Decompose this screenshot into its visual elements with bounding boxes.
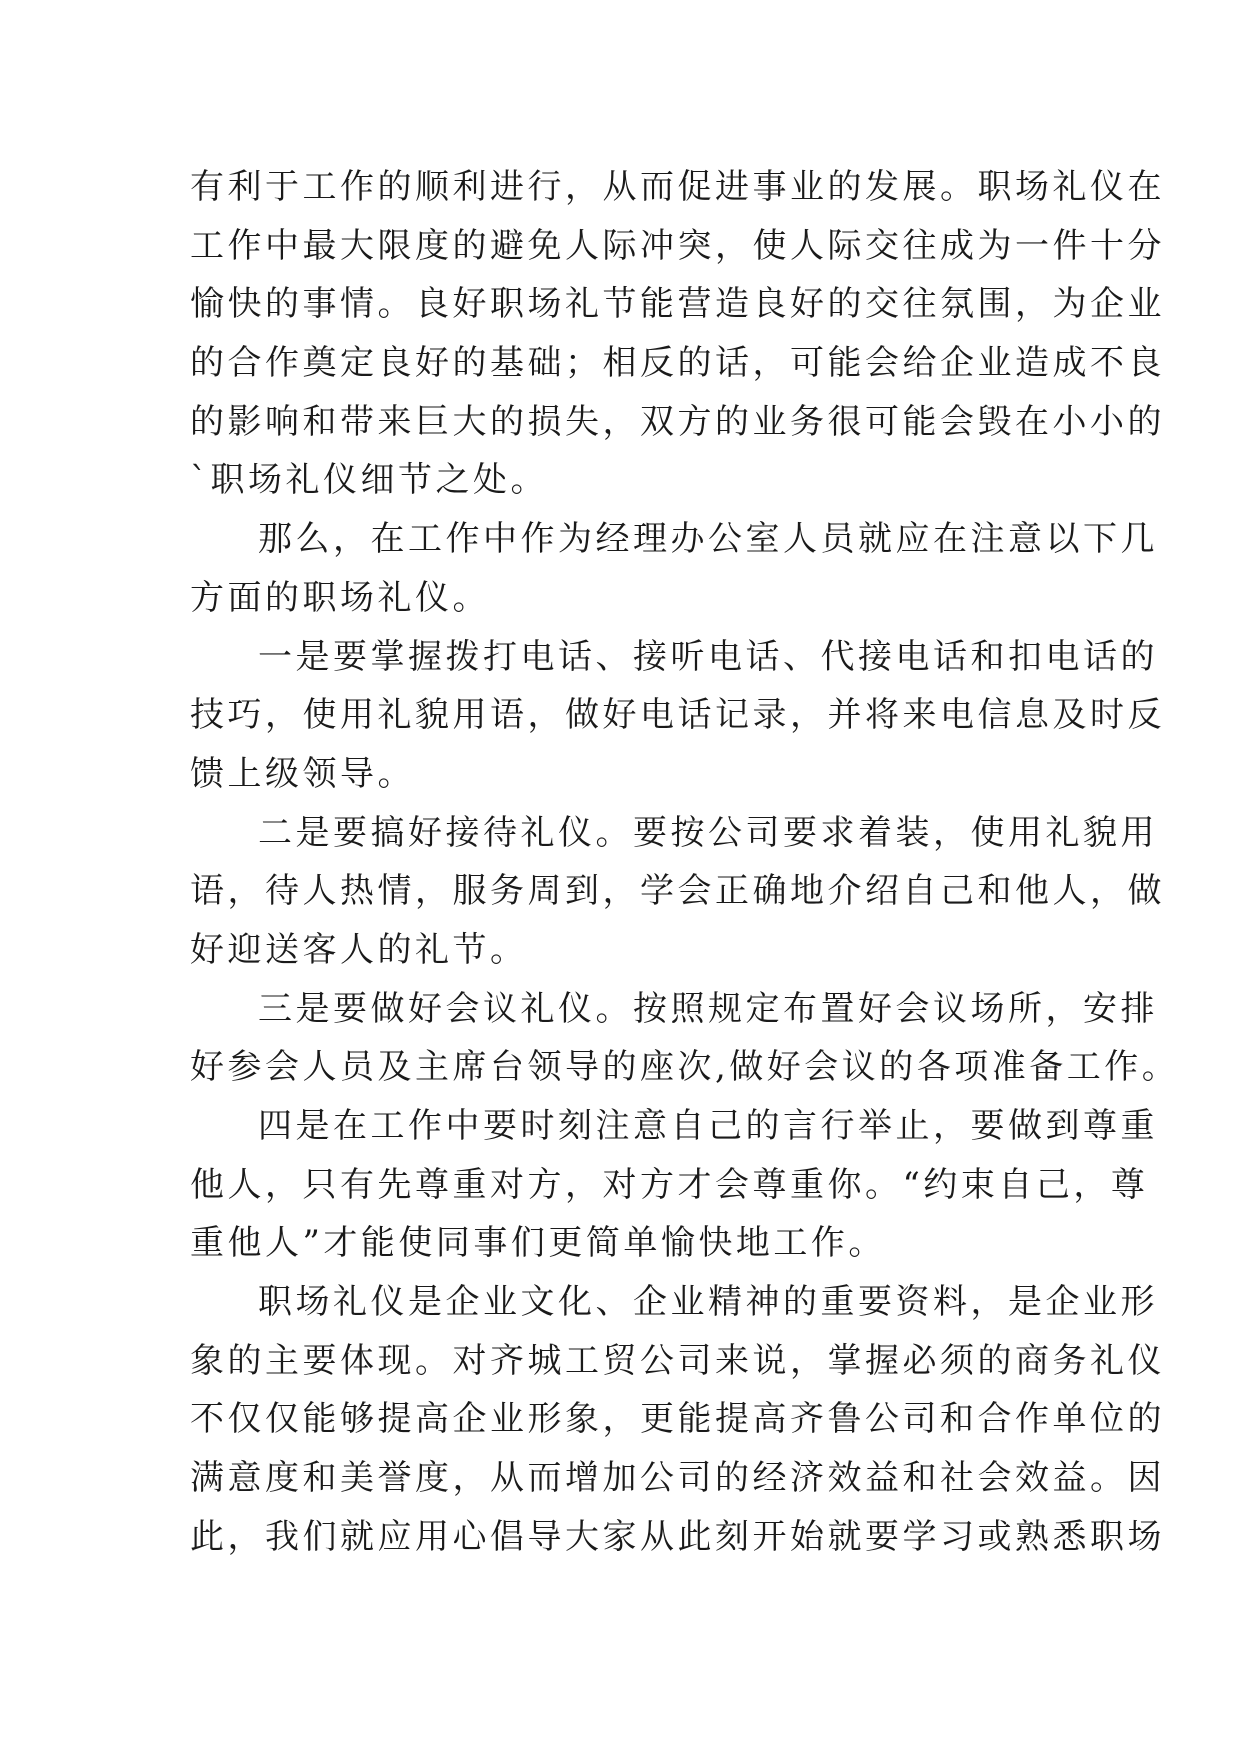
text-line: 馈上级领导。 — [190, 753, 415, 794]
text-line: 重他人”才能使同事们更简单愉快地工作。 — [190, 1223, 886, 1264]
text-line: 象的主要体现。对齐城工贸公司来说，掌握必须的商务礼仪 — [190, 1340, 1165, 1381]
paragraph-start-line: 那么，在工作中作为经理办公室人员就应在注意以下几 — [258, 519, 1158, 560]
paragraph-start-line: 四是在工作中要时刻注意自己的言行举止，要做到尊重 — [258, 1106, 1158, 1146]
text-line: 的影响和带来巨大的损失，双方的业务很可能会毁在小小的 — [190, 401, 1165, 442]
paragraph-start-line: 三是要做好会议礼仪。按照规定布置好会议场所，安排 — [258, 988, 1158, 1029]
text-line: 的合作奠定良好的基础；相反的话，可能会给企业造成不良 — [190, 343, 1165, 384]
text-line: 工作中最大限度的避免人际冲突，使人际交往成为一件十分 — [190, 225, 1165, 266]
text-line: 此，我们就应用心倡导大家从此刻开始就要学习或熟悉职场 — [190, 1516, 1165, 1557]
text-line: 不仅仅能够提高企业形象，更能提高齐鲁公司和合作单位的 — [190, 1399, 1165, 1440]
text-line: `职场礼仪细节之处。 — [190, 460, 548, 501]
text-line: 满意度和美誉度，从而增加公司的经济效益和社会效益。因 — [190, 1458, 1165, 1499]
paragraph-start-line: 职场礼仪是企业文化、企业精神的重要资料，是企业形 — [258, 1282, 1158, 1323]
text-line: 语，待人热情，服务周到，学会正确地介绍自己和他人，做 — [190, 871, 1165, 912]
body-text — [190, 158, 1180, 1567]
paragraph-start-line: 二是要搞好接待礼仪。要按公司要求着装，使用礼貌用 — [258, 812, 1158, 853]
text-line: 愉快的事情。良好职场礼节能营造良好的交往氛围，为企业 — [190, 284, 1165, 325]
text-line: 技巧，使用礼貌用语，做好电话记录，并将来电信息及时反 — [190, 695, 1165, 736]
text-line: 好参会人员及主席台领导的座次,做好会议的各项准备工作。 — [190, 1047, 1180, 1088]
text-line: 好迎送客人的礼节。 — [190, 929, 528, 970]
text-line: 方面的职场礼仪。 — [190, 577, 490, 618]
paragraph-start-line: 一是要掌握拨打电话、接听电话、代接电话和扣电话的 — [258, 636, 1158, 677]
text-line: 有利于工作的顺利进行，从而促进事业的发展。职场礼仪在 — [190, 167, 1165, 207]
text-line: 他人，只有先尊重对方，对方才会尊重你。“约束自己，尊 — [190, 1164, 1149, 1205]
